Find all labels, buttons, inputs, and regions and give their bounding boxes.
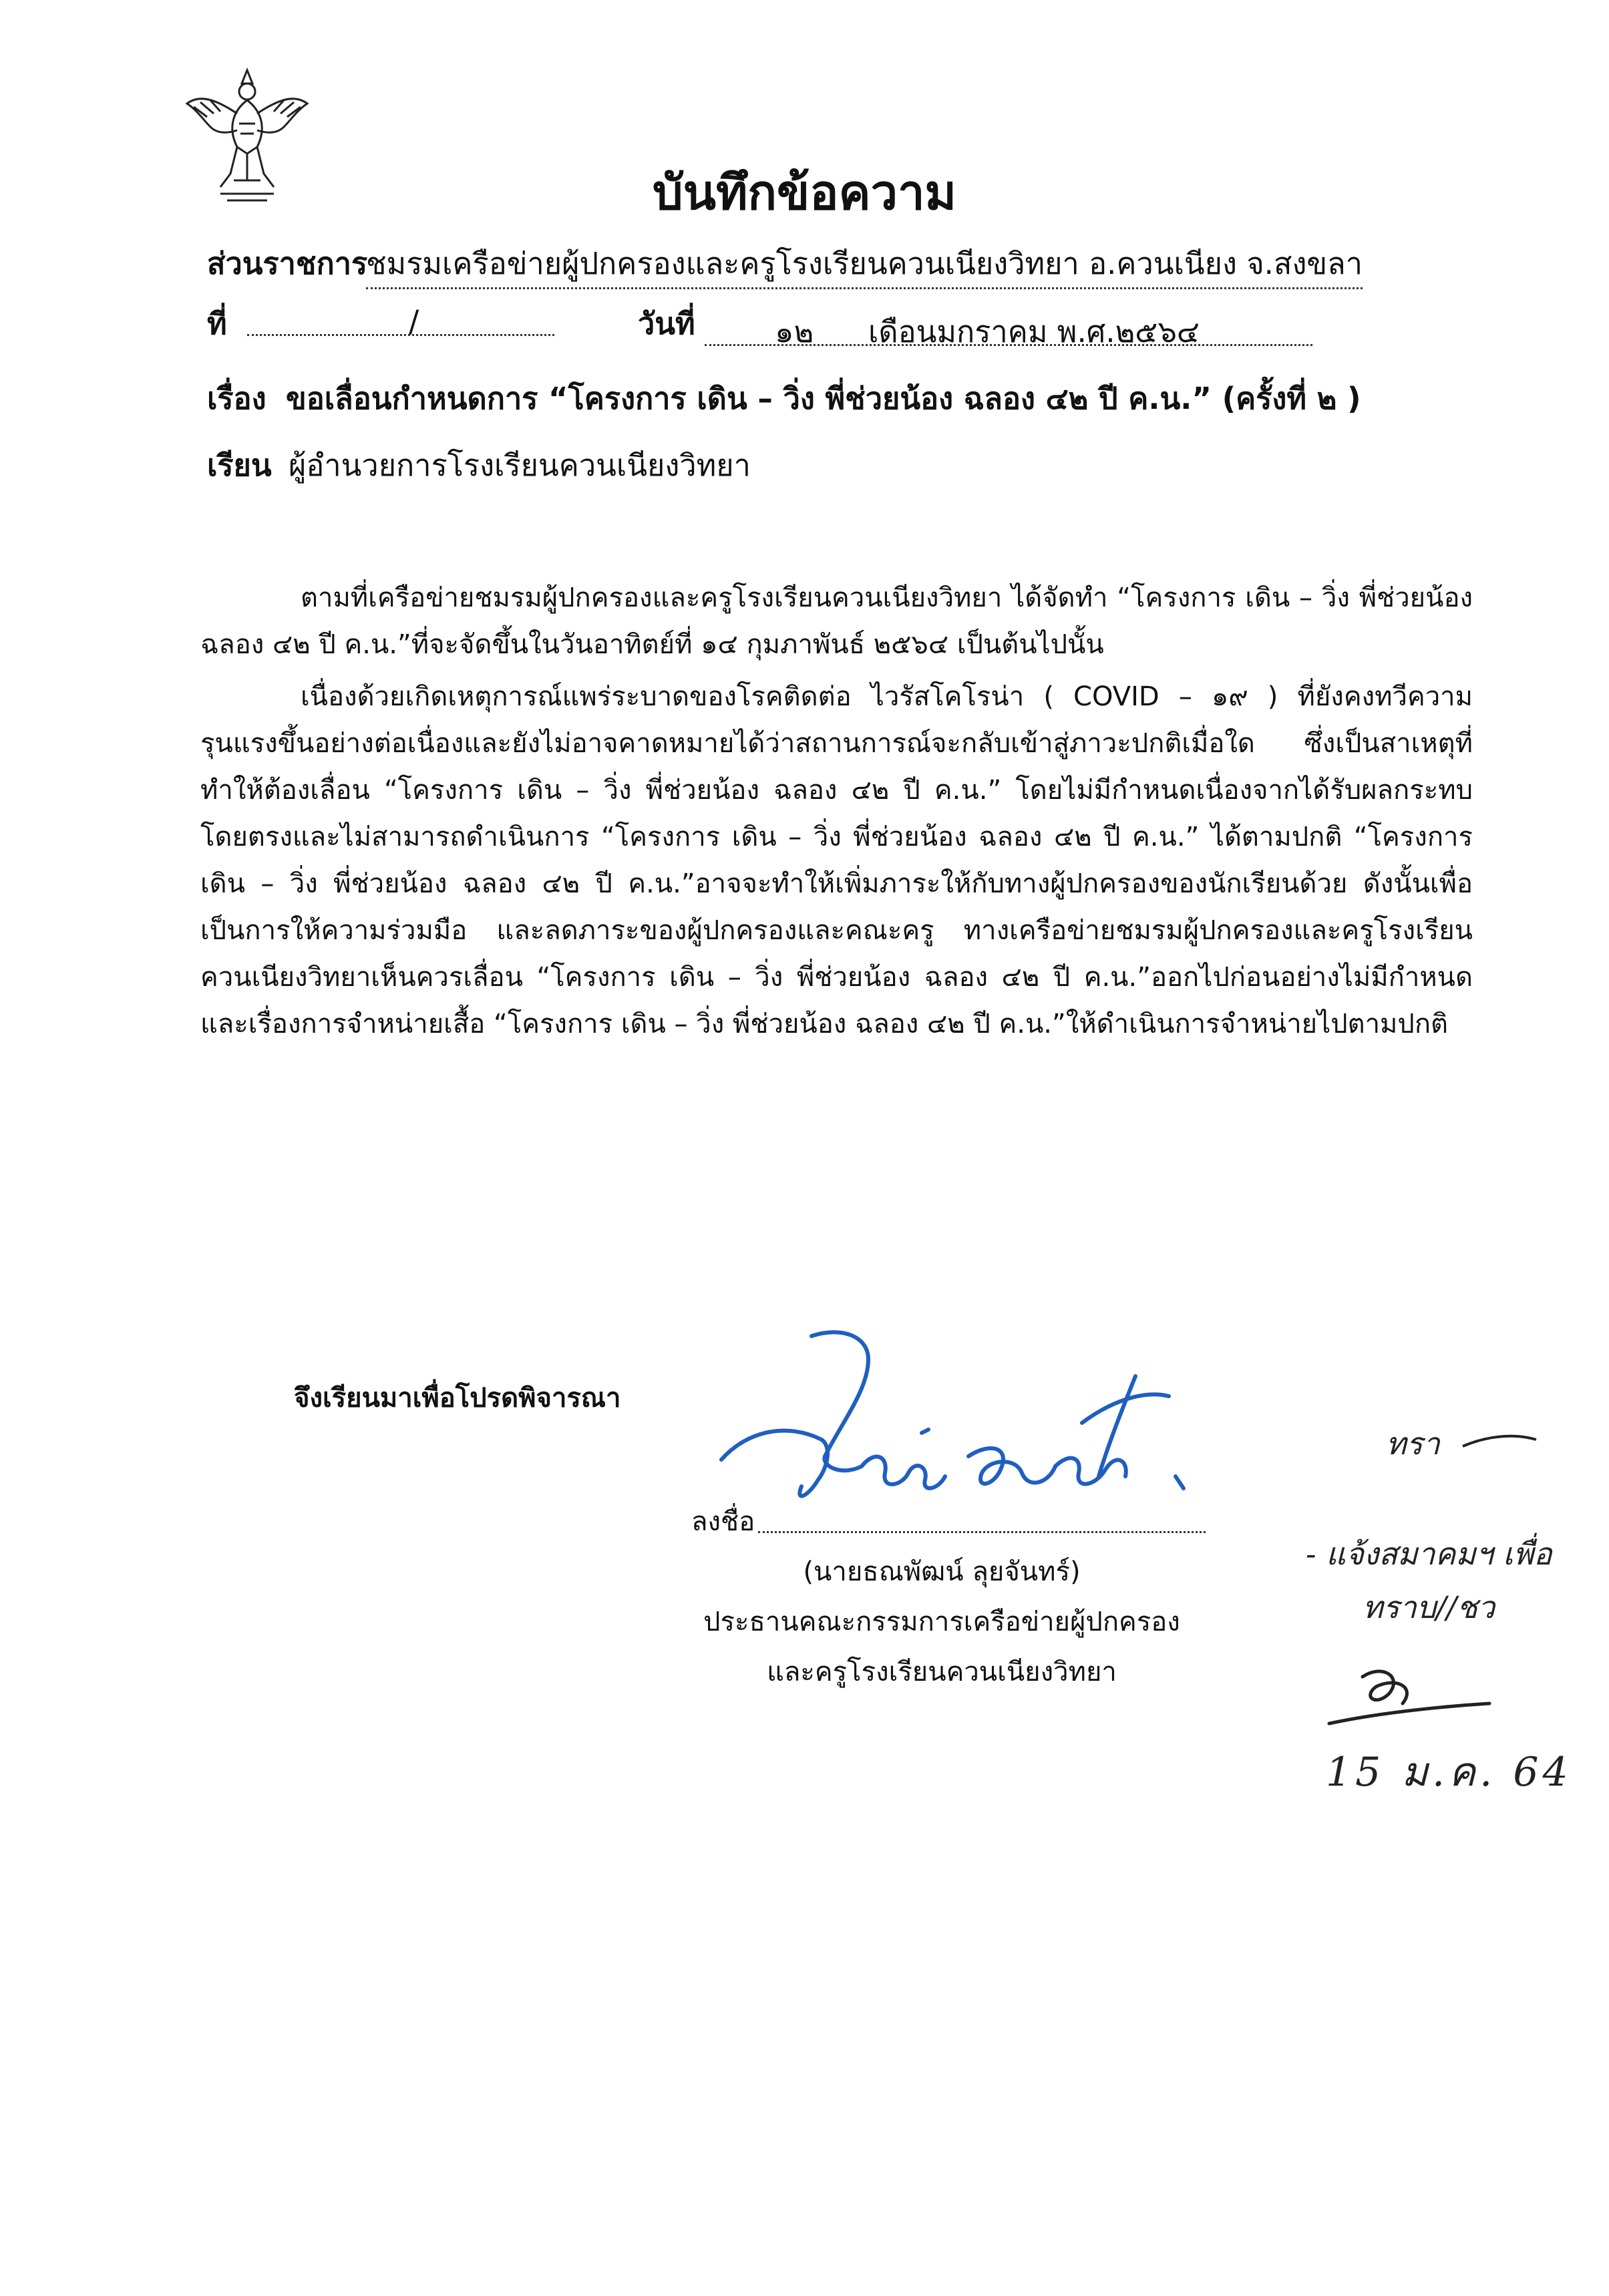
subject-label: เรื่อง bbox=[207, 381, 266, 416]
body-paragraph-2: เนื่องด้วยเกิดเหตุการณ์แพร่ระบาดของโรคติดต่อ ไวรัสโคโรน่า ( COVID – ๑๙ ) ที่ยังคงทวีความรุนแรงขึ้นอย่างต่อเนื่องและยังไม่อาจคาดหมายได้ว่าสถานการณ์จะกลับเข้าสู่ภาวะปกติเมื่อใด ซึ่งเป็นสาเหตุที่ทำให้ต้องเลื่อน “โครงการ เดิน – วิ่ง พี่ช่วยน้อง ฉลอง ๔๒ ปี ค.น.” โดยไม่มีกำหนดเนื่องจากได้รับผลกระทบโดยตรงและไม่สามารถดำเนินการ “โครงการ เดิน – วิ่ง พี่ช่วยน้อง ฉลอง ๔๒ ปี ค.น.” ได้ตามปกติ “โครงการ เดิน – วิ่ง พี่ช่วยน้อง ฉลอง ๔๒ ปี ค.น.”อาจจะทำให้เพิ่มภาระให้กับทางผู้ปกครองของนักเรียนด้วย ดังนั้นเพื่อเป็นการให้ความร่วมมือ และลดภาระของผู้ปกครองและคณะครู ทางเครือข่ายชมรมผู้ปกครองและครูโรงเรียนควนเนียงวิทยาเห็นควรเลื่อน “โครงการ เดิน – วิ่ง พี่ช่วยน้อง ฉลอง ๔๒ ปี ค.น.”ออกไปก่อนอย่างไม่มีกำหนด และเรื่องการจำหน่ายเสื้อ “โครงการ เดิน – วิ่ง พี่ช่วยน้อง ฉลอง ๔๒ ปี ค.น.”ให้ดำเนินการจำหน่ายไปตามปกติ bbox=[200, 681, 1473, 1039]
ref-number-field bbox=[247, 334, 554, 336]
agency-value: ชมรมเครือข่ายผู้ปกครองและครูโรงเรียนควนเนียงวิทยา อ.ควนเนียง จ.สงขลา bbox=[366, 239, 1363, 289]
subject-value: ขอเลื่อนกำหนดการ “โครงการ เดิน – วิ่ง พี่ช่วยน้อง ฉลอง ๔๒ ปี ค.น.” (ครั้งที่ ๒ ) bbox=[286, 381, 1361, 416]
annotation-line-1: ทรา bbox=[1386, 1426, 1440, 1462]
annotation-stroke bbox=[1459, 1430, 1540, 1456]
annotation-initials bbox=[1322, 1657, 1496, 1737]
closing-text: จึงเรียนมาเพื่อโปรดพิจารณา bbox=[294, 1383, 621, 1414]
signature-ink bbox=[708, 1323, 1216, 1543]
to-label: เรียน bbox=[207, 448, 272, 483]
signer-position-1: ประธานคณะกรรมการเครือข่ายผู้ปกครอง bbox=[703, 1607, 1180, 1637]
annotation-line-2: - แจ้งสมาคมฯ เพื่อ bbox=[1306, 1536, 1552, 1572]
signature-line bbox=[758, 1531, 1206, 1533]
memo-body bbox=[200, 575, 1473, 1047]
signer-name: (นายธณพัฒน์ ลุยจันทร์) bbox=[803, 1556, 1081, 1587]
body-paragraph-1: ตามที่เครือข่ายชมรมผู้ปกครองและครูโรงเรียนควนเนียงวิทยา ได้จัดทำ “โครงการ เดิน – วิ่ง พี่ช่วยน้อง ฉลอง ๔๒ ปี ค.น.”ที่จะจัดขึ้นในวันอาทิตย์ที่ ๑๔ กุมภาพันธ์ ๒๕๖๔ เป็นต้นไปนั้น bbox=[200, 583, 1473, 660]
signer-position-2: และครูโรงเรียนควนเนียงวิทยา bbox=[767, 1657, 1117, 1687]
ref-label: ที่ bbox=[207, 306, 227, 341]
date-month-year: เดือนมกราคม พ.ศ.๒๕๖๔ bbox=[868, 314, 1200, 349]
date-label: วันที่ bbox=[638, 306, 695, 341]
annotation-date: 15 ม.ค. 64 bbox=[1326, 1749, 1572, 1796]
agency-label: ส่วนราชการ bbox=[207, 246, 368, 281]
to-value: ผู้อำนวยการโรงเรียนควนเนียงวิทยา bbox=[289, 448, 751, 483]
date-day: ๑๒ bbox=[775, 314, 814, 349]
memo-title: บันทึกข้อความ bbox=[653, 164, 956, 220]
annotation-line-3: ทราบ//ชว bbox=[1363, 1589, 1495, 1625]
sign-label: ลงชื่อ bbox=[691, 1506, 755, 1537]
ref-separator: / bbox=[409, 304, 419, 339]
